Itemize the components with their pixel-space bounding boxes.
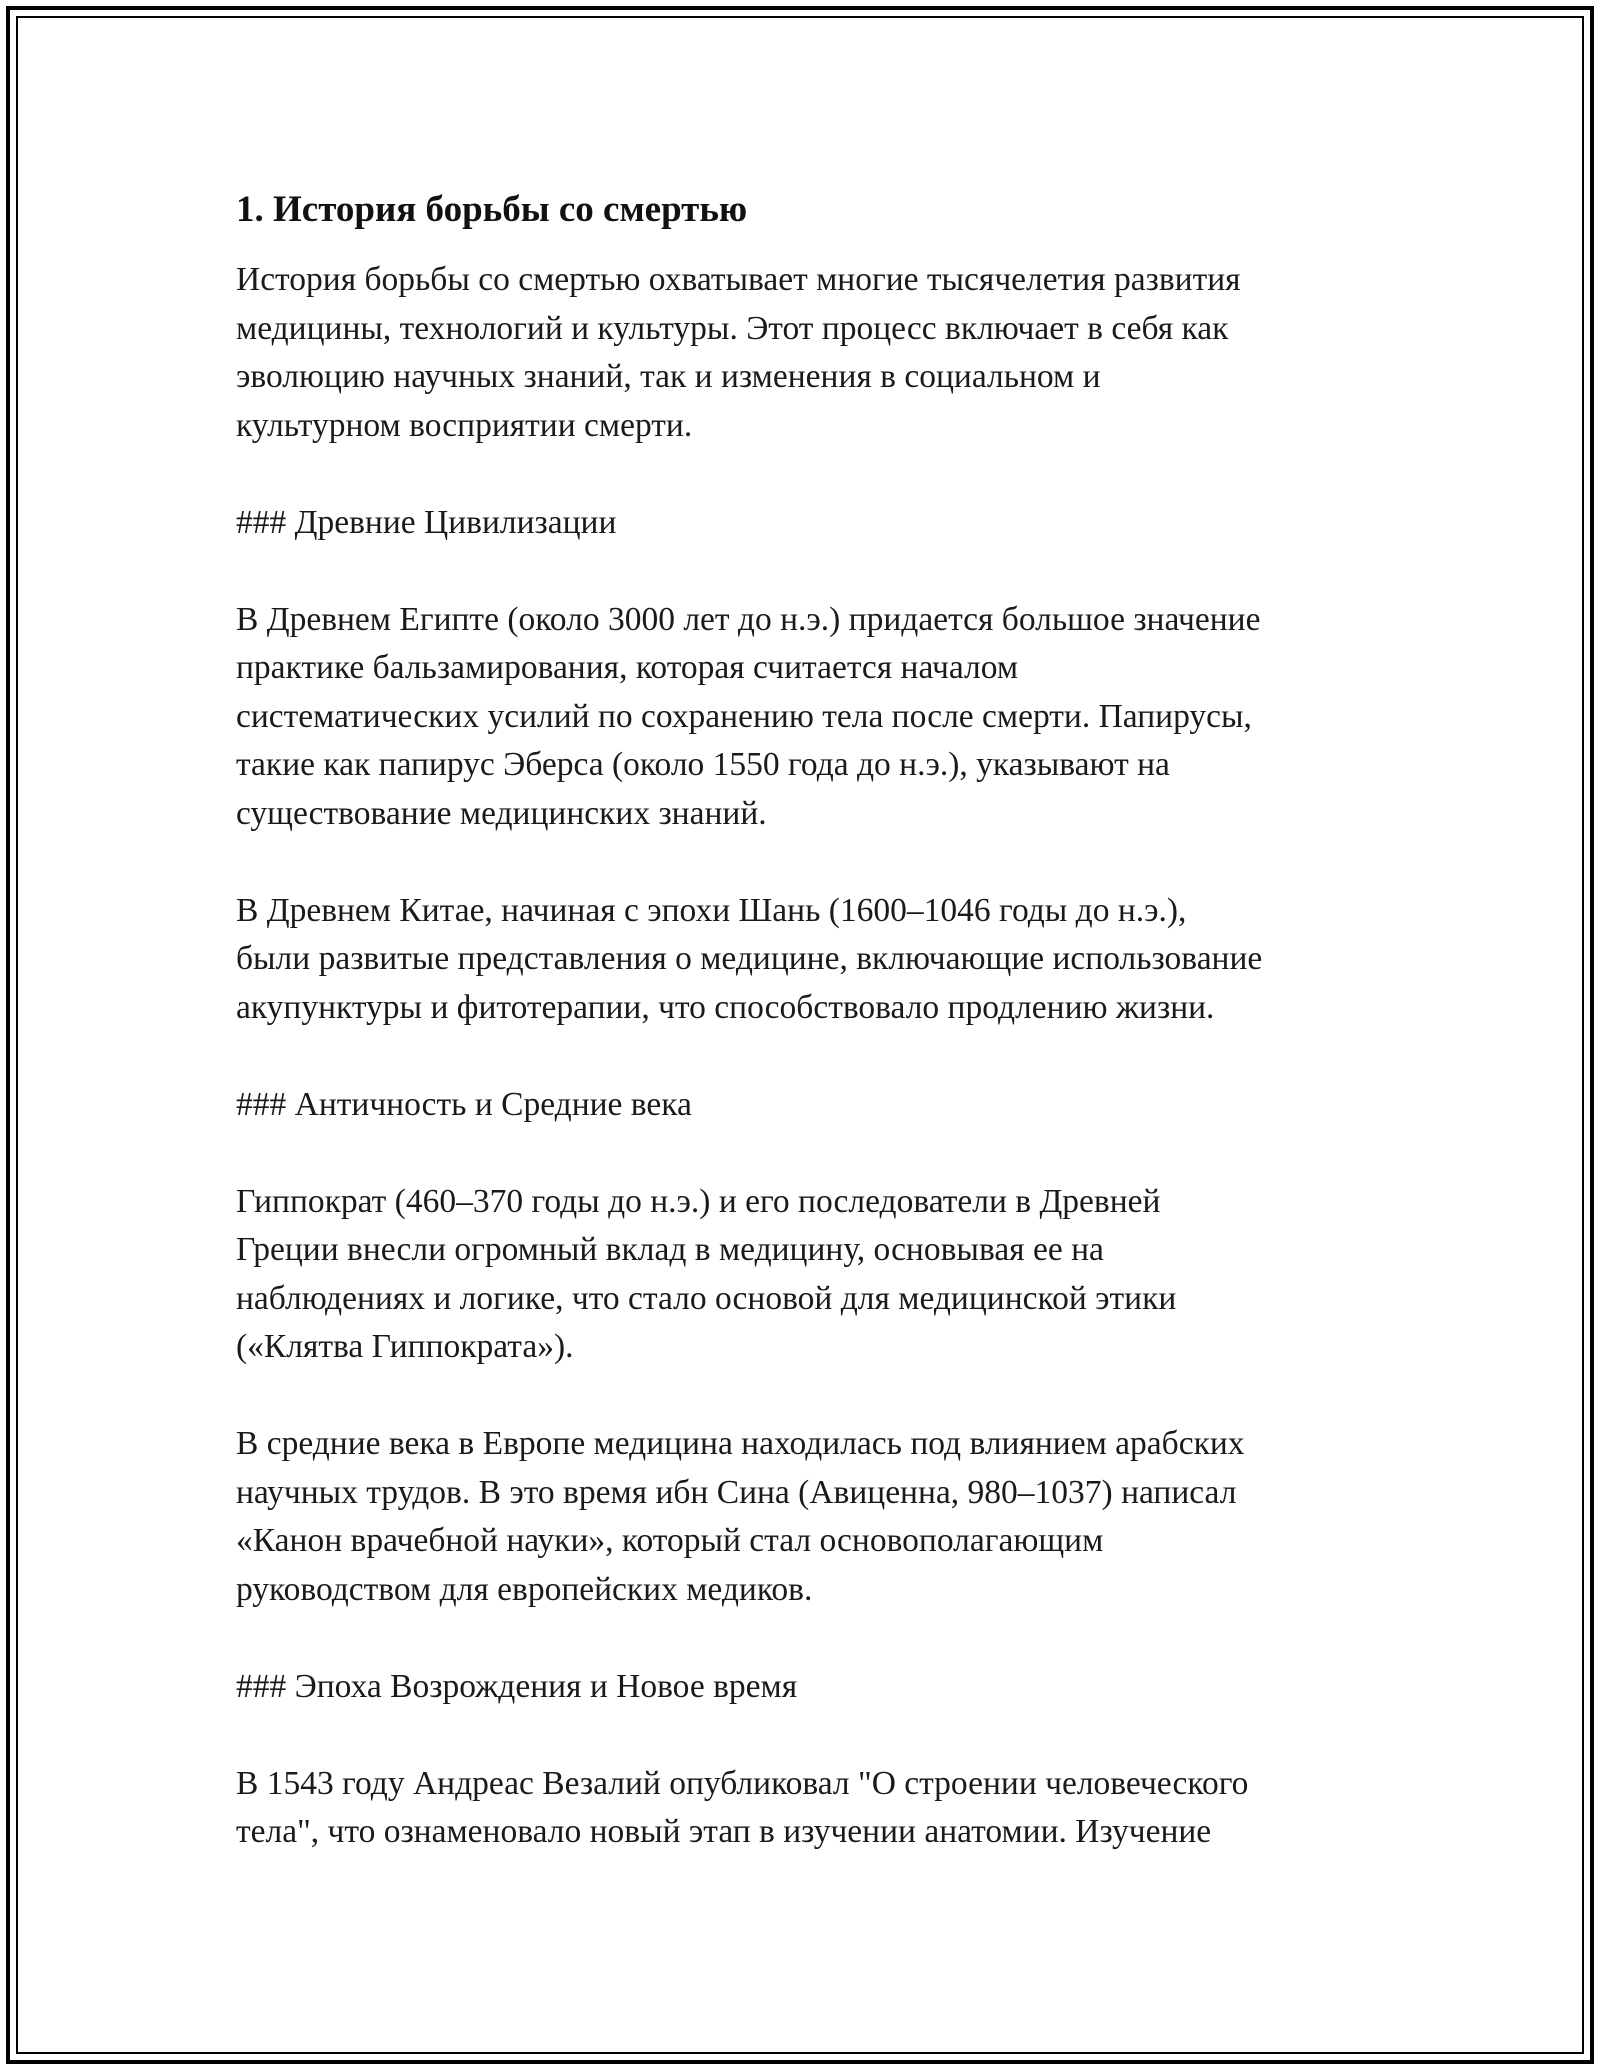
subheading-ancient-civilizations: ### Древние Цивилизации (236, 503, 617, 541)
paragraph-ancient-china: В Древнем Китае, начиная с эпохи Шань (1600–1046 годы до н.э.), были развитые представления о медицине, включающие использование акупунктуры и фитотерапии, что способствовало продлению жизни. (236, 891, 1263, 1026)
document-title: 1. История борьбы со смертью (236, 189, 748, 230)
subheading-antiquity-middle-ages: ### Античность и Средние века (236, 1085, 692, 1123)
paragraph-ancient-egypt: В Древнем Египте (около 3000 лет до н.э.) придается большое значение практике бальзамирования, которая считается началом систематических усилий по сохранению тела после смерти. Папирусы, такие как папирус Эберса (около 1550 года до н.э.), указывают на существование медицинских знаний. (236, 600, 1261, 832)
document-body (236, 186, 1386, 1857)
paragraph-vesalius: В 1543 году Андреас Везалий опубликовал "О строении человеческого тела", что ознаменовало новый этап в изучении анатомии. Изучение (236, 1764, 1249, 1850)
paragraph-middle-ages-europe: В средние века в Европе медицина находилась под влиянием арабских научных трудов. В это время ибн Сина (Авиценна, 980–1037) написал «Канон врачебной науки», который стал основополагающим руководством для европейских медиков. (236, 1425, 1245, 1608)
subheading-renaissance-modern: ### Эпоха Возрождения и Новое время (236, 1667, 798, 1705)
paragraph-hippocrates: Гиппократ (460–370 годы до н.э.) и его последователи в Древней Греции внесли огромный вклад в медицину, основывая ее на наблюдениях и логике, что стало основой для медицинской этики («Клятва Гиппократа»). (236, 1182, 1177, 1365)
intro-paragraph: История борьбы со смертью охватывает многие тысячелетия развития медицины, технологий и культуры. Этот процесс включает в себя как эволюцию научных знаний, так и изменения в социальном и культурном восприятии смерти. (236, 261, 1241, 444)
